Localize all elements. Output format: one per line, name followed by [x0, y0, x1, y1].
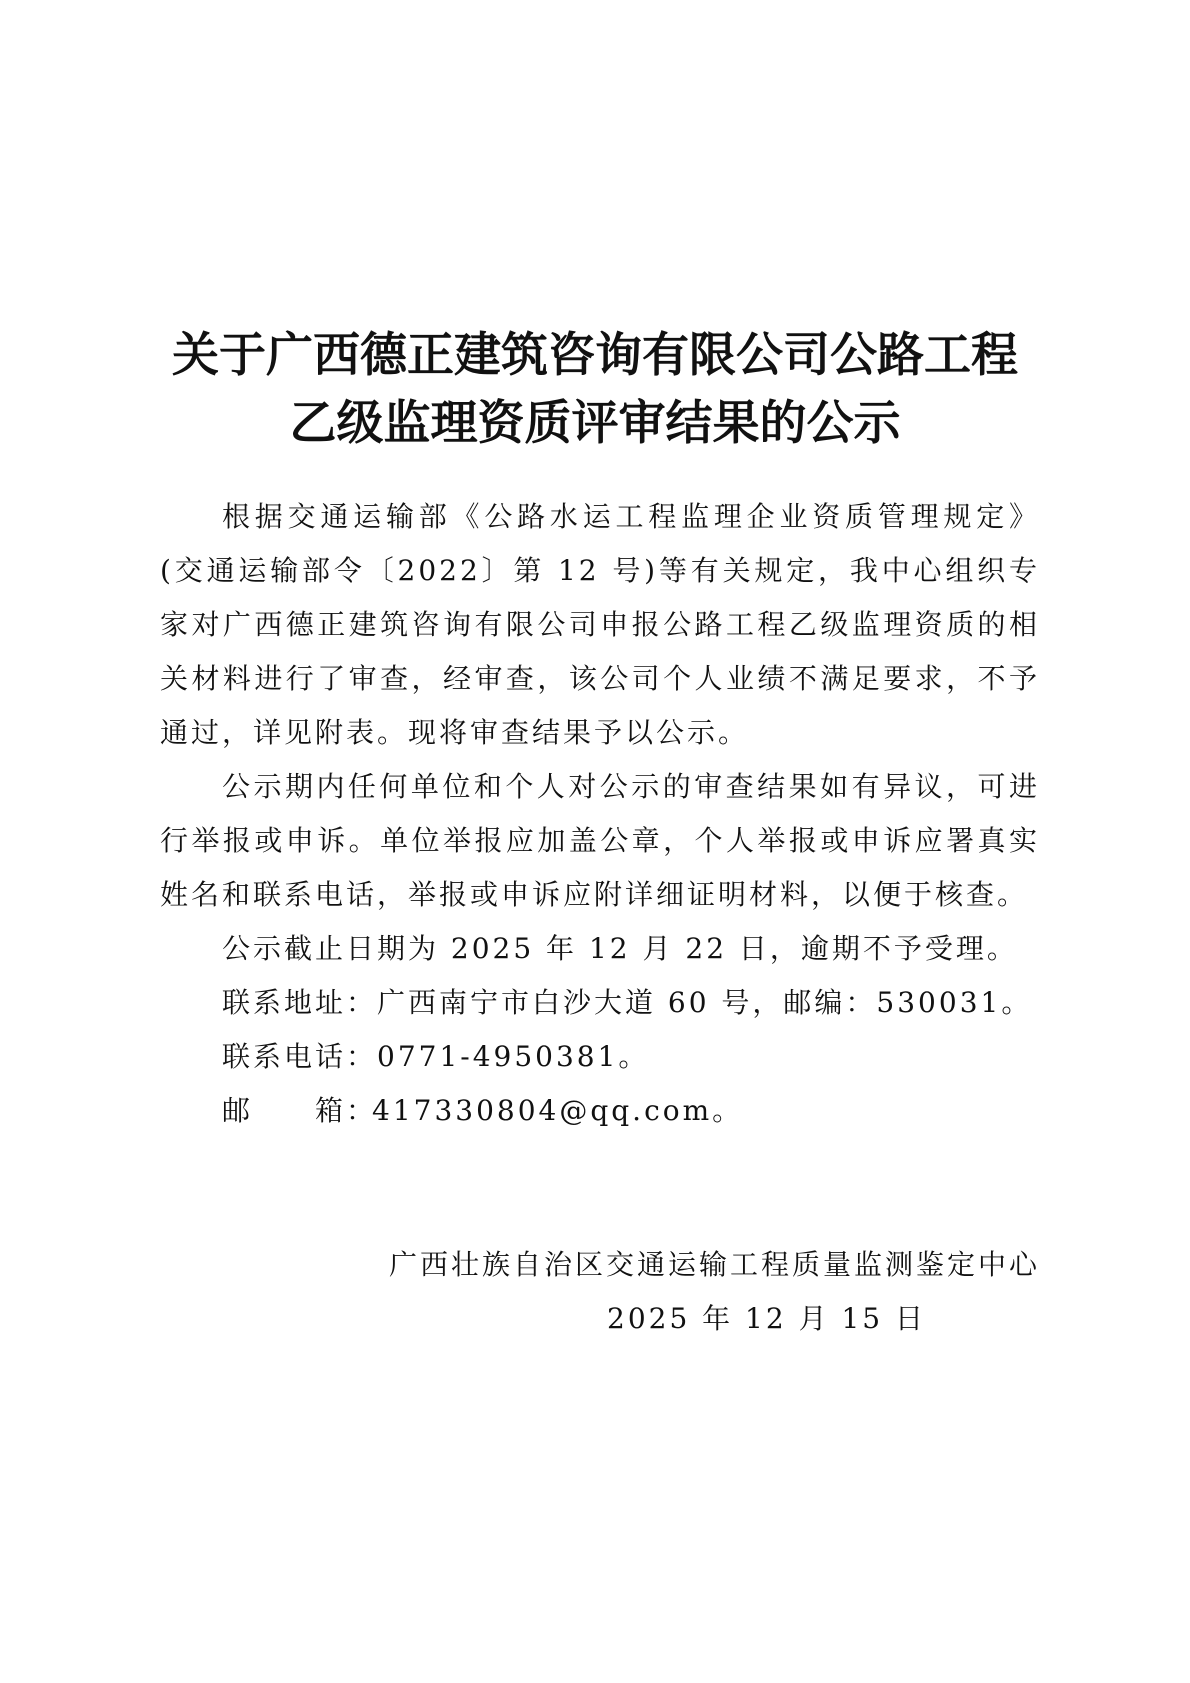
paragraph-objection: 公示期内任何单位和个人对公示的审查结果如有异议，可进行举报或申诉。单位举报应加盖公章，个人举报或申诉应署真实姓名和联系电话，举报或申诉应附详细证明材料，以便于核查。	[160, 770, 1040, 911]
phone-line: 联系电话：0771-4950381。	[222, 1040, 650, 1073]
address-line: 联系地址：广西南宁市白沙大道 60 号，邮编：530031。	[222, 986, 1033, 1019]
issuer-name: 广西壮族自治区交通运输工程质量监测鉴定中心	[388, 1248, 1040, 1281]
title-line-2: 乙级监理资质评审结果的公示	[289, 396, 901, 451]
email-label: 邮 箱：	[222, 1094, 378, 1127]
paragraph-regulation: 根据交通运输部《公路水运工程监理企业资质管理规定》(交通运输部令〔2022〕第 12 号)等有关规定，我中心组织专家对广西德正建筑咨询有限公司申报公路工程乙级监理资质的相关材料进行了审查，经审查，该公司个人业绩不满足要求，不予通过，详见附表。现将审查结果予以公示。	[160, 500, 1040, 749]
document-title	[150, 322, 1040, 458]
issue-date: 2025 年 12 月 15 日	[607, 1302, 927, 1335]
deadline-line: 公示截止日期为 2025 年 12 月 22 日，逾期不予受理。	[222, 932, 1018, 965]
signature-block	[360, 1238, 1040, 1335]
email-value: 417330804@qq.com。	[372, 1094, 744, 1127]
email-line	[160, 1084, 1040, 1138]
title-line-1: 关于广西德正建筑咨询有限公司公路工程	[172, 328, 1018, 383]
document-body	[160, 490, 1040, 1138]
